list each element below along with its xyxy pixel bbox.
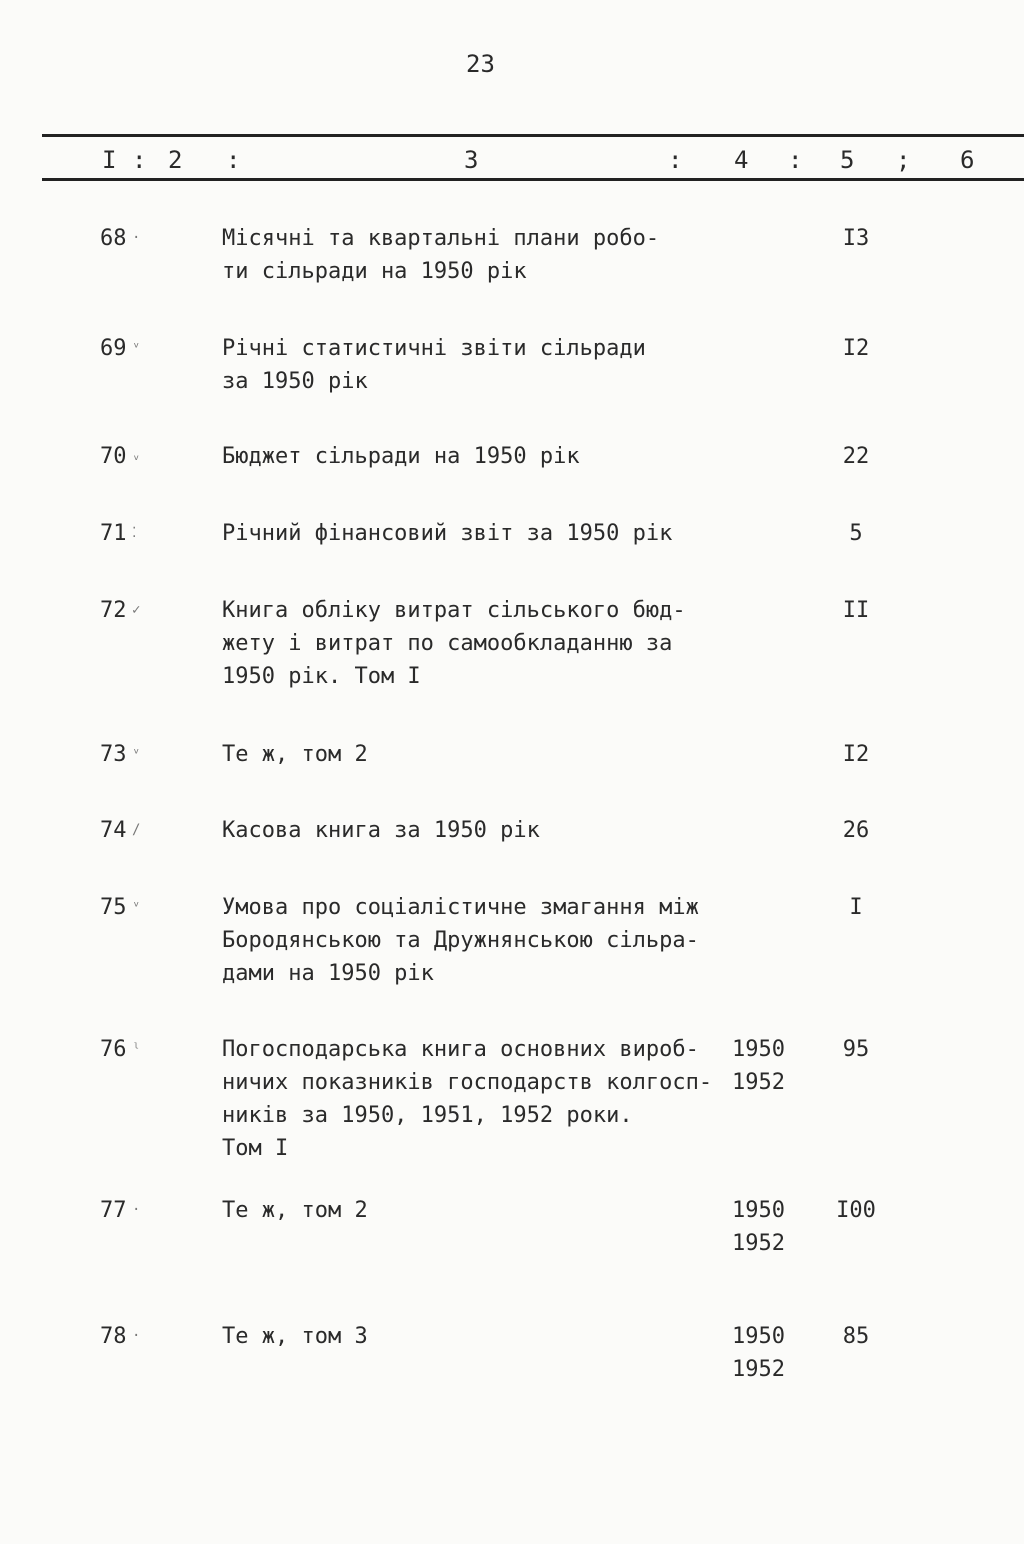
check-mark: ᵛ	[132, 746, 141, 762]
item-sheet-count: 85	[842, 1324, 870, 1349]
item-title-line: 1950 рік. Том I	[222, 664, 421, 689]
item-title-line: ти сільради на 1950 рік	[222, 259, 527, 284]
item-title-line: Річні статистичні звіти сільради	[222, 336, 646, 361]
header-sep-1: :	[132, 146, 147, 174]
check-mark: ᵛ	[132, 899, 141, 915]
item-date: 1950	[732, 1037, 785, 1062]
item-title-line: Річний фінансовий звіт за 1950 рік	[222, 521, 673, 546]
item-number: 68	[100, 226, 127, 251]
check-mark: ᵥ	[132, 448, 141, 464]
item-title-line: Умова про соціалістичне змагання між	[222, 895, 699, 920]
item-title-line: Том I	[222, 1136, 289, 1161]
header-sep-3: :	[668, 146, 683, 174]
item-number: 76	[100, 1037, 127, 1062]
item-title-line: Бюджет сільради на 1950 рік	[222, 444, 580, 469]
header-sep-4: :	[788, 146, 803, 174]
header-sep-5: ;	[896, 146, 911, 174]
item-title-line: Бородянською та Дружнянською сільра-	[222, 928, 699, 953]
item-title	[222, 738, 722, 771]
check-mark: ⁚	[132, 525, 137, 541]
item-sheet-count: I2	[842, 336, 870, 361]
item-title	[222, 891, 722, 990]
item-number: 73	[100, 742, 127, 767]
item-title	[222, 814, 722, 847]
item-title-line: ників за 1950, 1951, 1952 роки.	[222, 1103, 633, 1128]
item-title-line: дами на 1950 рік	[222, 961, 434, 986]
item-number: 72	[100, 598, 127, 623]
item-date: 1950	[732, 1324, 785, 1349]
item-number: 77	[100, 1198, 127, 1223]
item-date: 1952	[732, 1357, 785, 1382]
item-title	[222, 222, 722, 288]
item-sheet-count: 22	[842, 444, 870, 469]
header-sep-2: :	[226, 146, 241, 174]
item-sheet-count: I3	[842, 226, 870, 251]
item-title	[222, 1320, 722, 1353]
item-number: 71	[100, 521, 127, 546]
item-title-line: жету і витрат по самообкладанню за	[222, 631, 673, 656]
check-mark: ᵛ	[132, 340, 141, 356]
item-title	[222, 594, 722, 693]
item-number: 69	[100, 336, 127, 361]
page-number: 23	[466, 50, 495, 78]
item-title-line: Те ж, том 2	[222, 1198, 368, 1223]
item-title-line: за 1950 рік	[222, 369, 368, 394]
item-number: 75	[100, 895, 127, 920]
item-title	[222, 517, 722, 550]
item-sheet-count: II	[842, 598, 870, 623]
header-rule-top	[42, 134, 1024, 137]
item-title	[222, 440, 722, 473]
item-dates	[732, 1194, 785, 1260]
item-title-line: Касова книга за 1950 рік	[222, 818, 540, 843]
item-number: 74	[100, 818, 127, 843]
check-mark: ·	[132, 1328, 141, 1344]
item-dates	[732, 1320, 785, 1386]
item-sheet-count: 5	[849, 521, 863, 546]
item-title-line: Місячні та квартальні плани робо-	[222, 226, 660, 251]
item-title-line: Погосподарська книга основних вироб-	[222, 1037, 699, 1062]
header-col-4: 4	[734, 146, 749, 174]
header-col-6: 6	[960, 146, 975, 174]
item-date: 1952	[732, 1231, 785, 1256]
check-mark: ✓	[132, 602, 141, 618]
item-title-line: Книга обліку витрат сільського бюд-	[222, 598, 686, 623]
item-date: 1952	[732, 1070, 785, 1095]
item-title	[222, 1033, 722, 1165]
item-dates	[732, 1033, 785, 1099]
check-mark: ·	[132, 230, 141, 246]
item-sheet-count: 26	[842, 818, 870, 843]
item-date: 1950	[732, 1198, 785, 1223]
item-sheet-count: I00	[836, 1198, 876, 1223]
item-title	[222, 332, 722, 398]
item-sheet-count: I	[849, 895, 863, 920]
item-title-line: ничих показників господарств колгосп-	[222, 1070, 713, 1095]
item-sheet-count: 95	[842, 1037, 870, 1062]
item-title-line: Те ж, том 2	[222, 742, 368, 767]
header-col-2: 2	[168, 146, 183, 174]
item-sheet-count: I2	[842, 742, 870, 767]
header-rule-bottom	[42, 178, 1024, 181]
item-title-line: Те ж, том 3	[222, 1324, 368, 1349]
header-col-1: I	[102, 146, 117, 174]
check-mark: ·	[132, 1202, 141, 1218]
header-col-5: 5	[840, 146, 855, 174]
item-number: 70	[100, 444, 127, 469]
item-title	[222, 1194, 722, 1227]
item-number: 78	[100, 1324, 127, 1349]
header-col-3: 3	[464, 146, 479, 174]
check-mark: /	[132, 822, 141, 838]
check-mark: ˡ	[132, 1041, 141, 1057]
